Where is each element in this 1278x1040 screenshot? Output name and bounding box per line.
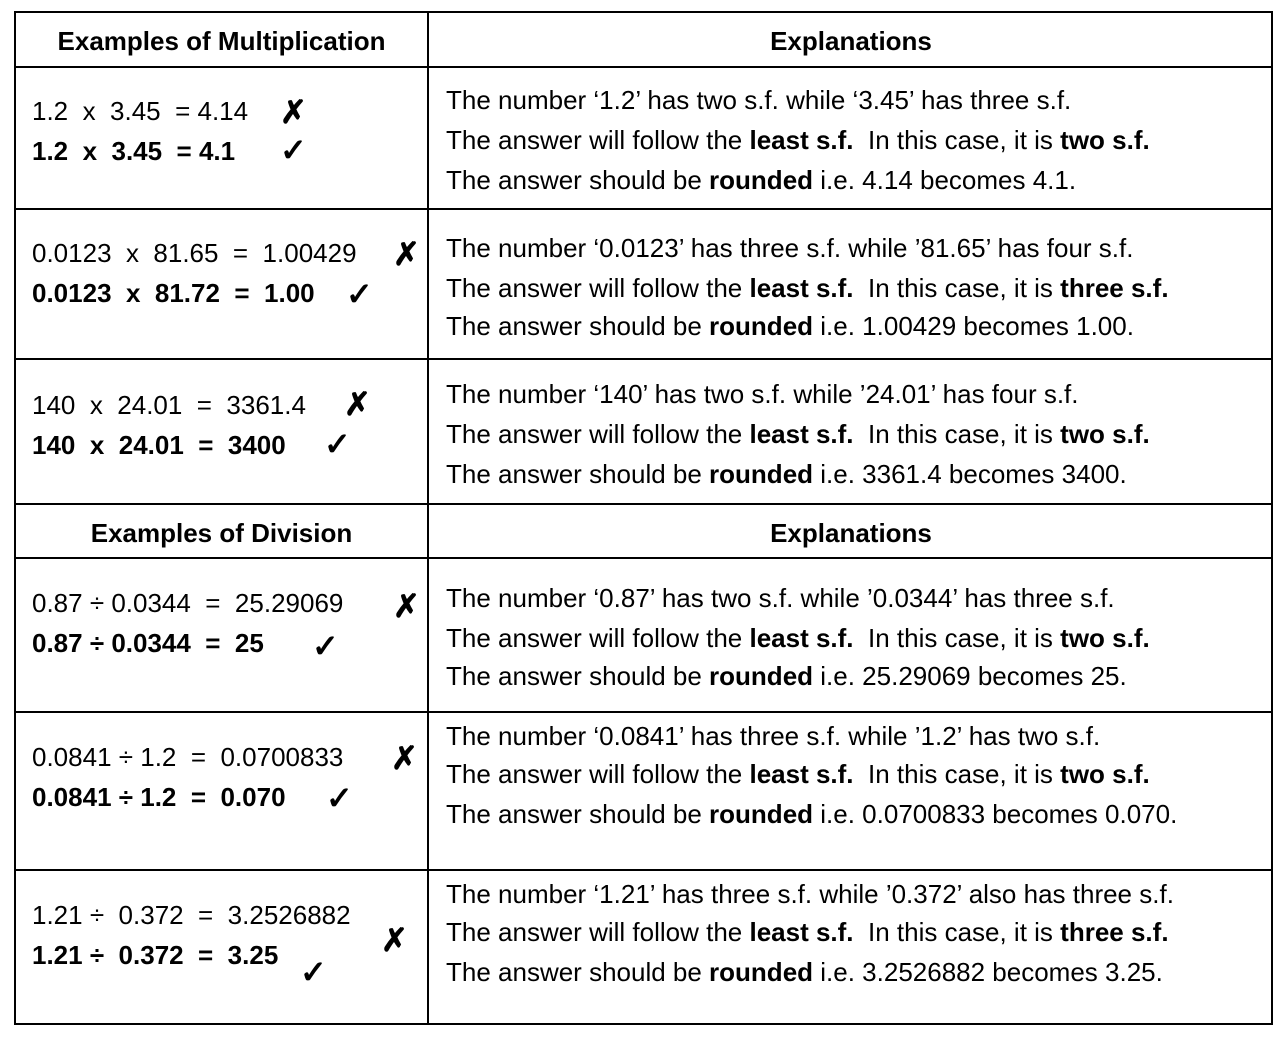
cross-icon: ✗ [393,236,420,272]
row-divider [16,66,1271,68]
division-header: Examples of Division [90,518,353,548]
explanation-line: The answer will follow the least s.f. In this case, it is two s.f. [446,759,1150,789]
correct-equation: 140 x 24.01 = 3400 [32,430,286,460]
multiplication-header: Examples of Multiplication [57,26,386,56]
cross-icon: ✗ [280,94,307,130]
explanation-line: The answer should be rounded i.e. 25.29069 becomes 25. [446,661,1127,691]
cross-icon: ✗ [381,922,408,958]
explanation-line: The answer will follow the least s.f. In this case, it is three s.f. [446,273,1169,303]
row-divider [16,869,1271,871]
explanation-line: The answer should be rounded i.e. 0.0700833 becomes 0.070. [446,799,1178,829]
check-icon: ✓ [324,426,351,462]
check-icon: ✓ [326,780,353,816]
row-divider [16,208,1271,210]
explanation-line: The answer should be rounded i.e. 4.14 becomes 4.1. [446,165,1077,195]
explanation-line: The answer will follow the least s.f. In this case, it is two s.f. [446,125,1150,155]
wrong-equation: 140 x 24.01 = 3361.4 [32,390,306,420]
explanation-line: The answer will follow the least s.f. In this case, it is three s.f. [446,917,1169,947]
check-icon: ✓ [280,132,307,168]
explanation-line: The number ‘0.0841’ has three s.f. while ’1.2’ has two s.f. [446,721,1101,751]
correct-equation: 0.87 ÷ 0.0344 = 25 [32,628,264,658]
wrong-equation: 0.0123 x 81.65 = 1.00429 [32,238,357,268]
row-divider [16,557,1271,559]
explanation-line: The number ‘0.0123’ has three s.f. while ’81.65’ has four s.f. [446,233,1134,263]
cross-icon: ✗ [393,588,420,624]
explanation-line: The answer will follow the least s.f. In this case, it is two s.f. [446,623,1150,653]
explanation-line: The answer should be rounded i.e. 3.2526882 becomes 3.25. [446,957,1163,987]
correct-equation: 1.2 x 3.45 = 4.1 [32,136,236,166]
explanations-header: Explanations [770,518,932,548]
correct-equation: 0.0123 x 81.72 = 1.00 [32,278,315,308]
wrong-equation: 0.0841 ÷ 1.2 = 0.0700833 [32,742,344,772]
check-icon: ✓ [346,276,373,312]
explanation-line: The answer should be rounded i.e. 3361.4 becomes 3400. [446,459,1127,489]
cross-icon: ✗ [391,740,418,776]
explanation-line: The number ‘1.2’ has two s.f. while ‘3.45’ has three s.f. [446,85,1072,115]
correct-equation: 0.0841 ÷ 1.2 = 0.070 [32,782,286,812]
row-divider [16,503,1271,505]
wrong-equation: 1.2 x 3.45 = 4.14 [32,96,249,126]
explanation-line: The answer will follow the least s.f. In this case, it is two s.f. [446,419,1150,449]
row-divider [16,358,1271,360]
wrong-equation: 1.21 ÷ 0.372 = 3.2526882 [32,900,351,930]
cross-icon: ✗ [344,386,371,422]
explanation-line: The number ‘0.87’ has two s.f. while ’0.0344’ has three s.f. [446,583,1115,613]
explanation-line: The answer should be rounded i.e. 1.00429 becomes 1.00. [446,311,1134,341]
check-icon: ✓ [300,954,327,990]
correct-equation: 1.21 ÷ 0.372 = 3.25 [32,940,279,970]
row-divider [16,711,1271,713]
explanations-header: Explanations [770,26,932,56]
sig-fig-table [14,11,1273,1025]
wrong-equation: 0.87 ÷ 0.0344 = 25.29069 [32,588,344,618]
explanation-line: The number ‘1.21’ has three s.f. while ’0.372’ also has three s.f. [446,879,1174,909]
explanation-line: The number ‘140’ has two s.f. while ’24.01’ has four s.f. [446,379,1079,409]
check-icon: ✓ [312,628,339,664]
